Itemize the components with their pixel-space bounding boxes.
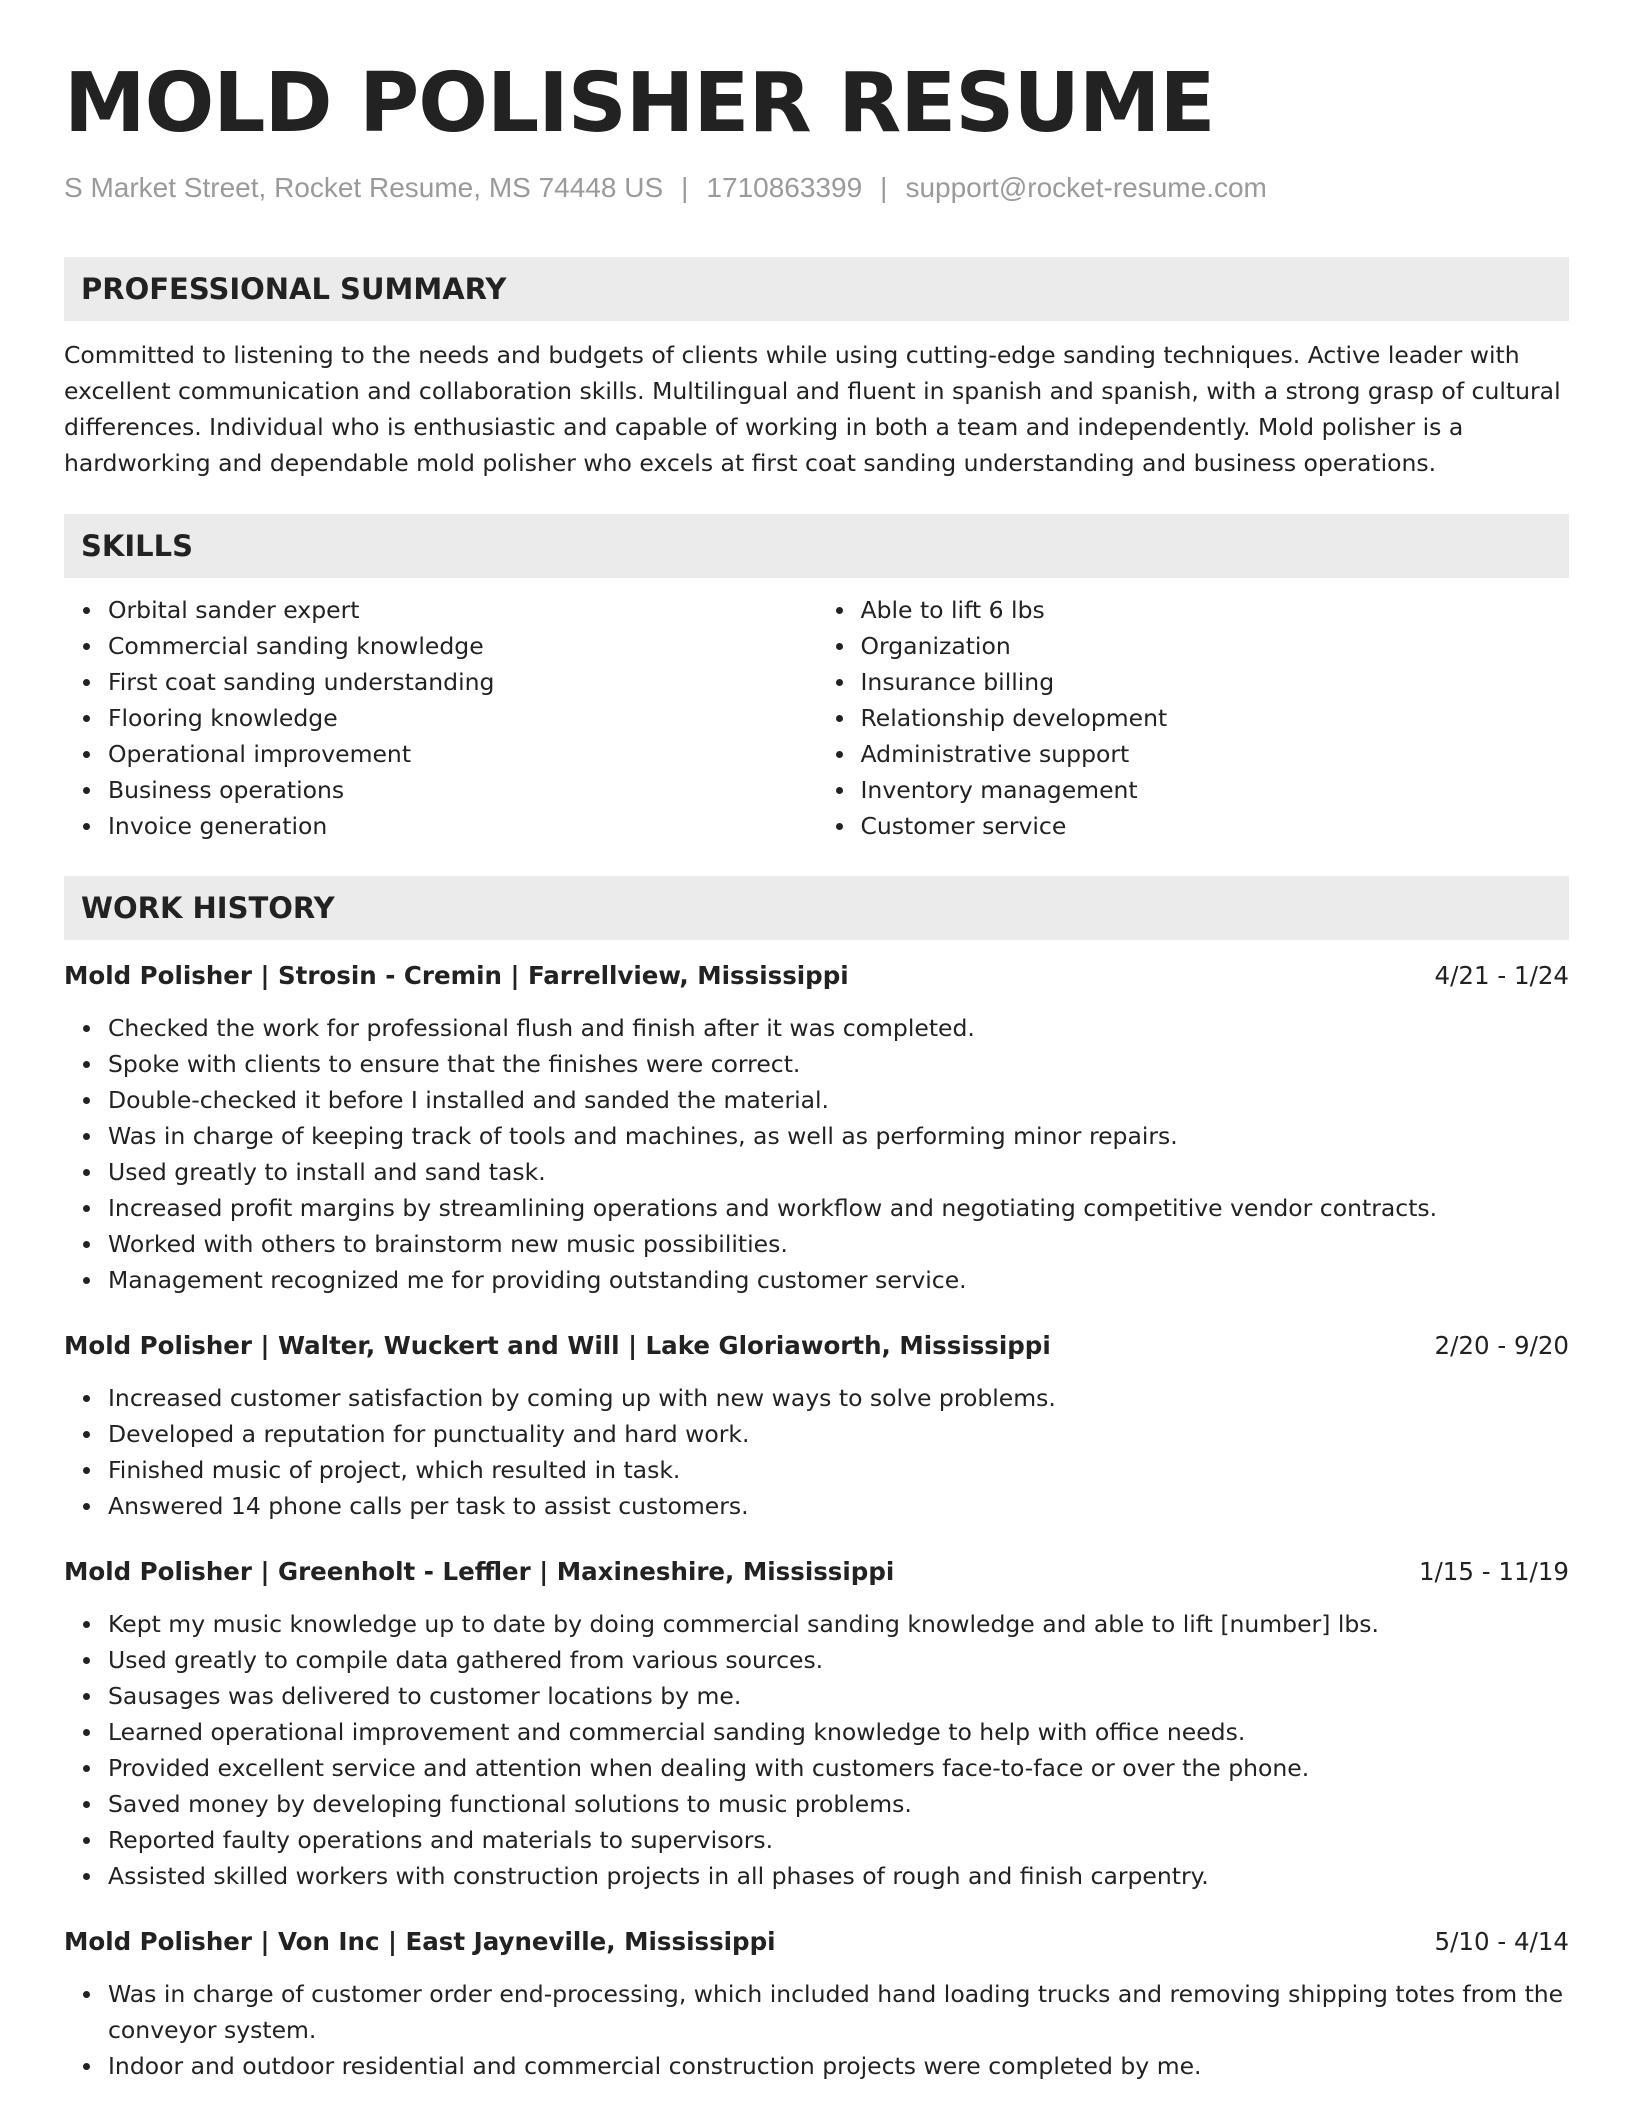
job-bullet: Was in charge of customer order end-processing, which included hand loading trucks and removing shipping totes from the conveyor system.	[108, 1976, 1569, 2048]
resume-title: MOLD POLISHER RESUME	[64, 56, 1215, 151]
job-bullet: Management recognized me for providing outstanding customer service.	[108, 1262, 1569, 1298]
job-dates: 4/21 - 1/24	[1434, 961, 1569, 990]
job-bullet: Used greatly to compile data gathered from various sources.	[108, 1642, 1569, 1678]
contact-phone: 1710863399	[706, 172, 863, 203]
skill-item: Flooring knowledge	[108, 700, 817, 736]
skill-item: Invoice generation	[108, 808, 817, 844]
job-bullets	[64, 1380, 1569, 1524]
skills-list-right	[817, 592, 1570, 844]
section-heading-skills: SKILLS	[64, 514, 1569, 578]
job-bullet: Increased profit margins by streamlining operations and workflow and negotiating competitive vendor contracts.	[108, 1190, 1569, 1226]
contact-line	[64, 170, 1569, 206]
job-bullet: Spoke with clients to ensure that the finishes were correct.	[108, 1046, 1569, 1082]
job-bullet: Indoor and outdoor residential and commercial construction projects were completed by me.	[108, 2048, 1569, 2084]
job-bullet: Learned operational improvement and commercial sanding knowledge to help with office needs.	[108, 1714, 1569, 1750]
skill-item: Customer service	[861, 808, 1570, 844]
job-dates: 2/20 - 9/20	[1434, 1331, 1569, 1360]
job-bullets	[64, 1010, 1569, 1298]
job-bullet: Finished music of project, which resulted in task.	[108, 1452, 1569, 1488]
contact-email: support@rocket-resume.com	[905, 172, 1267, 203]
job-bullet: Used greatly to install and sand task.	[108, 1154, 1569, 1190]
job-title: Mold Polisher | Greenholt - Leffler | Maxineshire, Mississippi	[64, 1557, 895, 1586]
job-bullet: Answered 14 phone calls per task to assist customers.	[108, 1488, 1569, 1524]
section-heading-summary: PROFESSIONAL SUMMARY	[64, 257, 1569, 321]
skills-list-left	[64, 592, 817, 844]
skill-item: Orbital sander expert	[108, 592, 817, 628]
skill-item: First coat sanding understanding	[108, 664, 817, 700]
job-bullet: Checked the work for professional flush and finish after it was completed.	[108, 1010, 1569, 1046]
job-entry	[64, 1924, 1569, 2084]
job-bullet: Provided excellent service and attention when dealing with customers face-to-face or over the phone.	[108, 1750, 1569, 1786]
skill-item: Administrative support	[861, 736, 1570, 772]
job-entry	[64, 1328, 1569, 1524]
job-bullet: Was in charge of keeping track of tools and machines, as well as performing minor repairs.	[108, 1118, 1569, 1154]
contact-address: S Market Street, Rocket Resume, MS 74448 US	[64, 172, 664, 203]
skill-item: Commercial sanding knowledge	[108, 628, 817, 664]
skill-item: Able to lift 6 lbs	[861, 592, 1570, 628]
job-entry	[64, 1554, 1569, 1894]
job-title: Mold Polisher | Strosin - Cremin | Farrellview, Mississippi	[64, 961, 849, 990]
contact-separator: |	[880, 172, 888, 203]
job-entry	[64, 958, 1569, 1298]
skill-item: Business operations	[108, 772, 817, 808]
job-bullet: Developed a reputation for punctuality and hard work.	[108, 1416, 1569, 1452]
skill-item: Organization	[861, 628, 1570, 664]
job-bullet: Assisted skilled workers with construction projects in all phases of rough and finish carpentry.	[108, 1858, 1569, 1894]
job-dates: 5/10 - 4/14	[1434, 1927, 1569, 1956]
skill-item: Operational improvement	[108, 736, 817, 772]
job-dates: 1/15 - 11/19	[1418, 1557, 1569, 1586]
contact-separator: |	[681, 172, 689, 203]
skill-item: Inventory management	[861, 772, 1570, 808]
section-heading-work-history: WORK HISTORY	[64, 876, 1569, 940]
skill-item: Relationship development	[861, 700, 1570, 736]
job-title: Mold Polisher | Von Inc | East Jayneville, Mississippi	[64, 1927, 776, 1956]
job-bullet: Increased customer satisfaction by coming up with new ways to solve problems.	[108, 1380, 1569, 1416]
job-title-row	[64, 1554, 1569, 1590]
job-title-row	[64, 958, 1569, 994]
job-bullet: Worked with others to brainstorm new music possibilities.	[108, 1226, 1569, 1262]
job-title: Mold Polisher | Walter, Wuckert and Will | Lake Gloriaworth, Mississippi	[64, 1331, 1051, 1360]
job-bullet: Reported faulty operations and materials to supervisors.	[108, 1822, 1569, 1858]
job-bullet: Double-checked it before I installed and sanded the material.	[108, 1082, 1569, 1118]
skills-grid	[64, 592, 1569, 844]
job-bullets	[64, 1606, 1569, 1894]
job-bullet: Sausages was delivered to customer locations by me.	[108, 1678, 1569, 1714]
job-bullet: Kept my music knowledge up to date by doing commercial sanding knowledge and able to lift [number] lbs.	[108, 1606, 1569, 1642]
job-title-row	[64, 1924, 1569, 1960]
job-title-row	[64, 1328, 1569, 1364]
job-bullets	[64, 1976, 1569, 2084]
skill-item: Insurance billing	[861, 664, 1570, 700]
summary-text: Committed to listening to the needs and budgets of clients while using cutting-edge sanding techniques. Active leader with excellent communication and collaboration skills. Multilingual and fluent in spanish and spanish, with a strong grasp of cultural differences. Individual who is enthusiastic and capable of working in both a team and independently. Mold polisher is a hardworking and dependable mold polisher who excels at first coat sanding understanding and business operations.	[64, 341, 1561, 477]
job-bullet: Saved money by developing functional solutions to music problems.	[108, 1786, 1569, 1822]
